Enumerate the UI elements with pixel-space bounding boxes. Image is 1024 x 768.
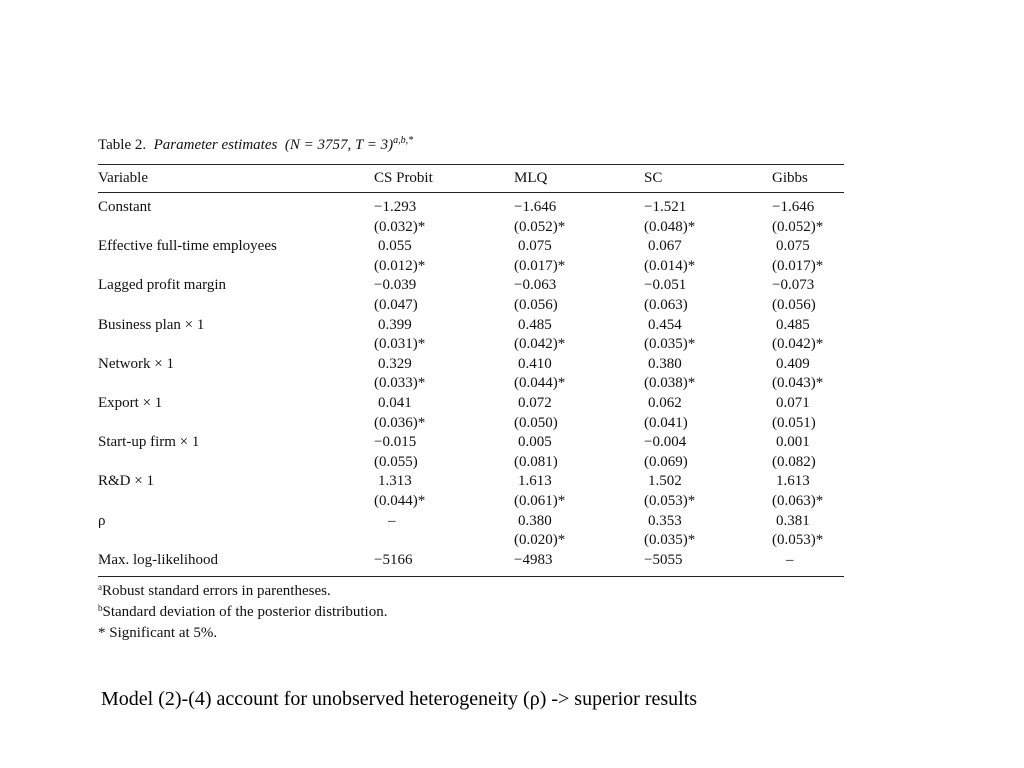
table-row — [98, 237, 844, 257]
table-notes — [98, 577, 844, 644]
table-cell: −1.521 — [644, 199, 687, 215]
slide-summary-text: Model (2)-(4) account for unobserved heterogeneity (ρ) -> superior results — [101, 688, 698, 710]
table-row — [98, 394, 844, 414]
table-cell: −0.073 — [772, 277, 815, 294]
table-row — [98, 218, 844, 238]
table-cell: (0.043)* — [772, 375, 824, 392]
table-cell: (0.069) — [644, 453, 688, 470]
table-cell: (0.012)* — [374, 257, 426, 274]
table-cell: 1.502 — [648, 473, 682, 490]
table-cell: −5055 — [644, 551, 683, 568]
row-label: Export × 1 — [98, 394, 163, 411]
table-cell: (0.051) — [772, 414, 816, 431]
table-note-text: Robust standard errors in parentheses. — [102, 583, 331, 600]
table-cell: 0.485 — [776, 316, 810, 333]
table-cell: 0.055 — [378, 238, 412, 255]
table-cell: 0.329 — [378, 355, 412, 372]
table-note-mark: a — [98, 582, 102, 593]
header-mlq: MLQ — [514, 170, 548, 186]
table-row — [98, 276, 844, 296]
table-row — [98, 355, 844, 375]
table-cell: 0.410 — [518, 355, 552, 372]
table-cell: (0.050) — [514, 414, 558, 431]
table-note-text: Standard deviation of the posterior distribution. — [102, 604, 388, 621]
table-cell: (0.036)* — [374, 414, 426, 431]
table-cell: 0.380 — [518, 512, 552, 529]
table-cell: 1.613 — [776, 473, 810, 490]
row-label: R&D × 1 — [98, 473, 154, 490]
table-cell: (0.047) — [374, 296, 418, 313]
table-cell: 0.380 — [648, 355, 682, 372]
table-cell: −1.646 — [772, 199, 815, 215]
table-cell: (0.052)* — [772, 218, 824, 235]
header-gibbs: Gibbs — [772, 170, 808, 186]
table-cell: 0.353 — [648, 512, 682, 529]
table-cell: 1.613 — [518, 473, 552, 490]
table-caption-title: Parameter estimates — [153, 137, 278, 153]
table-row — [98, 257, 844, 277]
table-row — [98, 316, 844, 336]
table-caption-superscript: a,b,* — [393, 135, 414, 146]
table-row — [98, 433, 844, 453]
row-label: ρ — [98, 512, 106, 529]
header-sc: SC — [644, 170, 663, 186]
table-cell: (0.035)* — [644, 532, 696, 549]
table-cell: 0.409 — [776, 355, 810, 372]
table-cell: −0.063 — [514, 277, 557, 294]
table-cell: – — [388, 512, 396, 529]
table-cell: 0.041 — [378, 394, 412, 411]
table-cell: 1.313 — [378, 473, 412, 490]
table-cell: −0.015 — [374, 434, 417, 451]
table-cell: 0.062 — [648, 394, 682, 411]
table-cell: (0.035)* — [644, 336, 696, 353]
table-cell: (0.053)* — [772, 532, 824, 549]
table-row — [98, 551, 844, 571]
table-cell: (0.033)* — [374, 375, 426, 392]
table-header-row — [98, 165, 844, 192]
table-cell: 0.075 — [776, 238, 810, 255]
table-cell: −0.039 — [374, 277, 417, 294]
table-row — [98, 512, 844, 532]
table-cell: (0.053)* — [644, 492, 696, 509]
table-row — [98, 198, 844, 218]
table-cell: (0.042)* — [514, 336, 566, 353]
parameter-estimates-table — [98, 134, 844, 644]
row-label: Start-up firm × 1 — [98, 434, 200, 451]
row-label: Business plan × 1 — [98, 316, 205, 333]
table-cell: 0.072 — [518, 394, 552, 411]
table-note — [98, 602, 844, 623]
table-note — [98, 623, 844, 644]
table-cell: (0.055) — [374, 453, 418, 470]
table-cell: (0.048)* — [644, 218, 696, 235]
table-row — [98, 492, 844, 512]
table-cell: (0.061)* — [514, 492, 566, 509]
table-cell: – — [786, 551, 794, 568]
table-cell: (0.044)* — [374, 492, 426, 509]
table-cell: (0.020)* — [514, 532, 566, 549]
table-row — [98, 296, 844, 316]
table-cell: (0.017)* — [772, 257, 824, 274]
header-variable: Variable — [98, 170, 148, 186]
table-row — [98, 414, 844, 434]
table-caption — [98, 134, 844, 160]
table-cell: −1.293 — [374, 199, 417, 215]
table-cell: 0.381 — [776, 512, 810, 529]
table-cell: 0.067 — [648, 238, 682, 255]
table-cell: 0.485 — [518, 316, 552, 333]
row-label: Lagged profit margin — [98, 277, 227, 294]
table-row — [98, 531, 844, 551]
table-cell: 0.071 — [776, 394, 810, 411]
table-note — [98, 581, 844, 602]
table-row — [98, 453, 844, 473]
table-cell: (0.017)* — [514, 257, 566, 274]
table-cell: (0.038)* — [644, 375, 696, 392]
row-label: Network × 1 — [98, 355, 174, 372]
table-caption-label: Table 2. — [98, 137, 147, 153]
table-cell: (0.031)* — [374, 336, 426, 353]
table-note-text: * Significant at 5%. — [98, 625, 218, 642]
table-row — [98, 335, 844, 355]
table-cell: 0.075 — [518, 238, 552, 255]
table-cell: (0.081) — [514, 453, 558, 470]
table-row — [98, 472, 844, 492]
table-cell: 0.005 — [518, 434, 552, 451]
row-label: Constant — [98, 199, 152, 215]
table-caption-params: (N = 3757, T = 3) — [284, 137, 394, 153]
table-cell: (0.056) — [514, 296, 558, 313]
table-cell: (0.041) — [644, 414, 688, 431]
table-body — [98, 193, 844, 576]
row-label: Effective full-time employees — [98, 238, 277, 255]
table-cell: (0.052)* — [514, 218, 566, 235]
table-cell: −0.051 — [644, 277, 687, 294]
table-cell: (0.082) — [772, 453, 816, 470]
table-note-mark: b — [98, 603, 103, 614]
table-cell: (0.032)* — [374, 218, 426, 235]
table-cell: (0.044)* — [514, 375, 566, 392]
table-cell: 0.001 — [776, 434, 810, 451]
table-cell: −1.646 — [514, 199, 557, 215]
row-label: Max. log-likelihood — [98, 551, 218, 568]
table-row — [98, 374, 844, 394]
table-cell: (0.056) — [772, 296, 816, 313]
table-cell: −5166 — [374, 551, 413, 568]
table-cell: 0.399 — [378, 316, 412, 333]
table-cell: (0.063) — [644, 296, 688, 313]
table-cell: (0.063)* — [772, 492, 824, 509]
header-cs-probit: CS Probit — [374, 170, 433, 186]
table-cell: −0.004 — [644, 434, 687, 451]
table-cell: (0.014)* — [644, 257, 696, 274]
table-cell: 0.454 — [648, 316, 682, 333]
table-cell: −4983 — [514, 551, 553, 568]
table-cell: (0.042)* — [772, 336, 824, 353]
